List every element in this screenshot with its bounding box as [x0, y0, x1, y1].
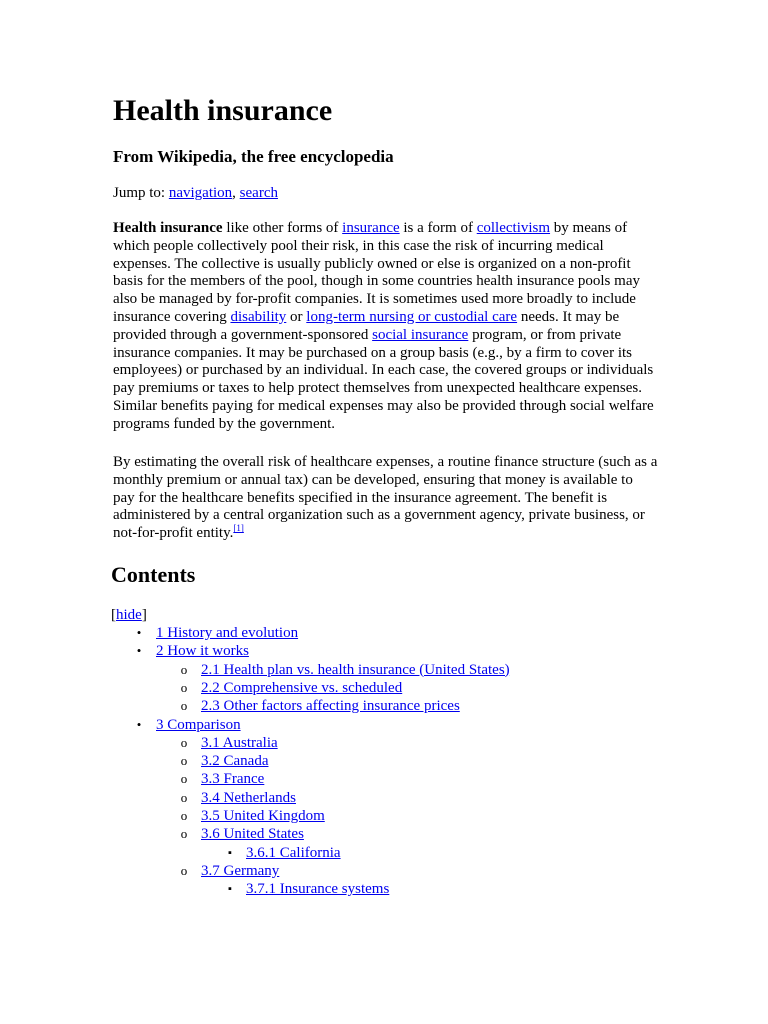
toc-link[interactable]: 3.6.1 California: [246, 844, 341, 861]
toc-link[interactable]: 1 History and evolution: [156, 625, 299, 641]
link-long-term-care[interactable]: long-term nursing or custodial care: [306, 308, 518, 325]
toc-hide-link[interactable]: hide: [116, 607, 142, 623]
intro-text: by means of which people collectively pool their risk, in this case the risk of incurring medical expenses. The collective is usually publicly owned or else is organized on a non-profit basis for the members of the pool, though in some countries health insurance pools may also be managed by for-profit companies. It is sometimes used more broadly to include insurance covering: [113, 220, 640, 325]
toc-bullet-icon: •: [136, 643, 142, 659]
toc-item: [180, 734, 278, 752]
toc-link[interactable]: 3.6 United States: [201, 826, 304, 843]
toc-item: [180, 825, 304, 843]
toc-item: [180, 697, 460, 715]
jump-navigation-link[interactable]: navigation: [168, 185, 233, 201]
toc-item: [180, 770, 265, 788]
toc-bullet-icon: o: [180, 826, 188, 842]
toc-link[interactable]: 3.3 France: [201, 771, 265, 788]
toc-item: [136, 642, 249, 660]
intro-paragraph: [113, 220, 658, 434]
intro-text: needs. It may be provided through a government-sponsored: [113, 308, 620, 343]
toc-bullet-icon: o: [180, 698, 188, 714]
intro-text: program, or from private insurance companies. It may be purchased on a group basis (e.g., by a firm to cover its employees) or purchased by an individual. In each case, the covered groups or individuals pay premiums or taxes to help protect themselves from unexpected healthcare expenses. Similar benefits paying for medical expenses may also be provided through social welfare programs funded by the government.: [113, 326, 654, 432]
intro-text: is a form of: [399, 220, 477, 236]
toc-link[interactable]: 3.1 Australia: [201, 734, 278, 751]
toc-item: [228, 844, 341, 862]
intro-text: like other forms of: [222, 220, 343, 236]
toc-bracket-close: ]: [141, 607, 147, 623]
toc-bullet-icon: o: [180, 862, 188, 878]
intro-bold-term: Health insurance: [113, 220, 223, 236]
toc-item: [228, 880, 390, 898]
toc-bullet-icon: •: [136, 716, 142, 732]
toc-bullet-icon: o: [180, 808, 188, 823]
intro-text: or: [286, 308, 307, 325]
toc-link[interactable]: 2.1 Health plan vs. health insurance (United States): [201, 661, 510, 678]
toc-bullet-icon: o: [180, 753, 188, 769]
jump-separator: ,: [232, 185, 240, 201]
link-disability[interactable]: disability: [230, 308, 287, 325]
toc-link[interactable]: 3.2 Canada: [201, 753, 269, 770]
toc-link[interactable]: 3.7.1 Insurance systems: [246, 881, 390, 898]
toc-item: [180, 679, 403, 697]
toc-item: [136, 624, 299, 642]
toc-bullet-icon: o: [180, 679, 188, 695]
toc-link[interactable]: 2.2 Comprehensive vs. scheduled: [201, 679, 403, 696]
link-social-insurance[interactable]: social insurance: [372, 326, 469, 343]
link-insurance[interactable]: insurance: [342, 220, 400, 236]
second-paragraph: [113, 454, 658, 543]
toc-bullet-icon: o: [180, 789, 188, 805]
toc-bullet-icon: ▪: [228, 883, 232, 896]
toc-item: [180, 789, 296, 807]
toc-item: [136, 716, 241, 734]
toc-bullet-icon: o: [180, 771, 188, 787]
page-title: Health insurance: [113, 94, 333, 127]
contents-heading: Contents: [111, 562, 196, 587]
toc-item: [180, 752, 269, 770]
toc-link[interactable]: 3.4 Netherlands: [201, 789, 296, 806]
toc-link[interactable]: 3 Comparison: [156, 716, 241, 733]
toc-link[interactable]: 2 How it works: [156, 643, 249, 660]
toc-bracket-open: [: [111, 607, 116, 623]
reference-link-1[interactable]: [1]: [233, 523, 244, 534]
page-subtitle: From Wikipedia, the free encyclopedia: [113, 147, 394, 166]
toc-toggle: [111, 606, 147, 624]
toc-link[interactable]: 3.7 Germany: [201, 862, 280, 879]
toc-bullet-icon: ▪: [228, 846, 232, 859]
toc-link[interactable]: 2.3 Other factors affecting insurance prices: [201, 698, 460, 715]
toc-bullet-icon: o: [180, 734, 188, 750]
jump-to-bar: [113, 183, 278, 203]
toc-link[interactable]: 3.5 United Kingdom: [201, 808, 325, 824]
jump-search-link[interactable]: search: [239, 185, 278, 201]
toc-item: [180, 862, 280, 880]
link-collectivism[interactable]: collectivism: [476, 220, 551, 236]
jump-to-label: Jump to:: [113, 185, 169, 201]
toc-item: [180, 661, 510, 679]
toc-bullet-icon: o: [180, 661, 188, 677]
toc-item: [180, 807, 325, 825]
second-paragraph-text: By estimating the overall risk of healthcare expenses, a routine finance structure (such as a monthly premium or annual tax) can be developed, ensuring that money is available to pay for the healthcare benefits specified in the insurance agreement. The benefit is administered by a central organization such as a government agency, private business, or not-for-profit entity.: [113, 454, 658, 542]
toc-bullet-icon: •: [136, 625, 142, 640]
